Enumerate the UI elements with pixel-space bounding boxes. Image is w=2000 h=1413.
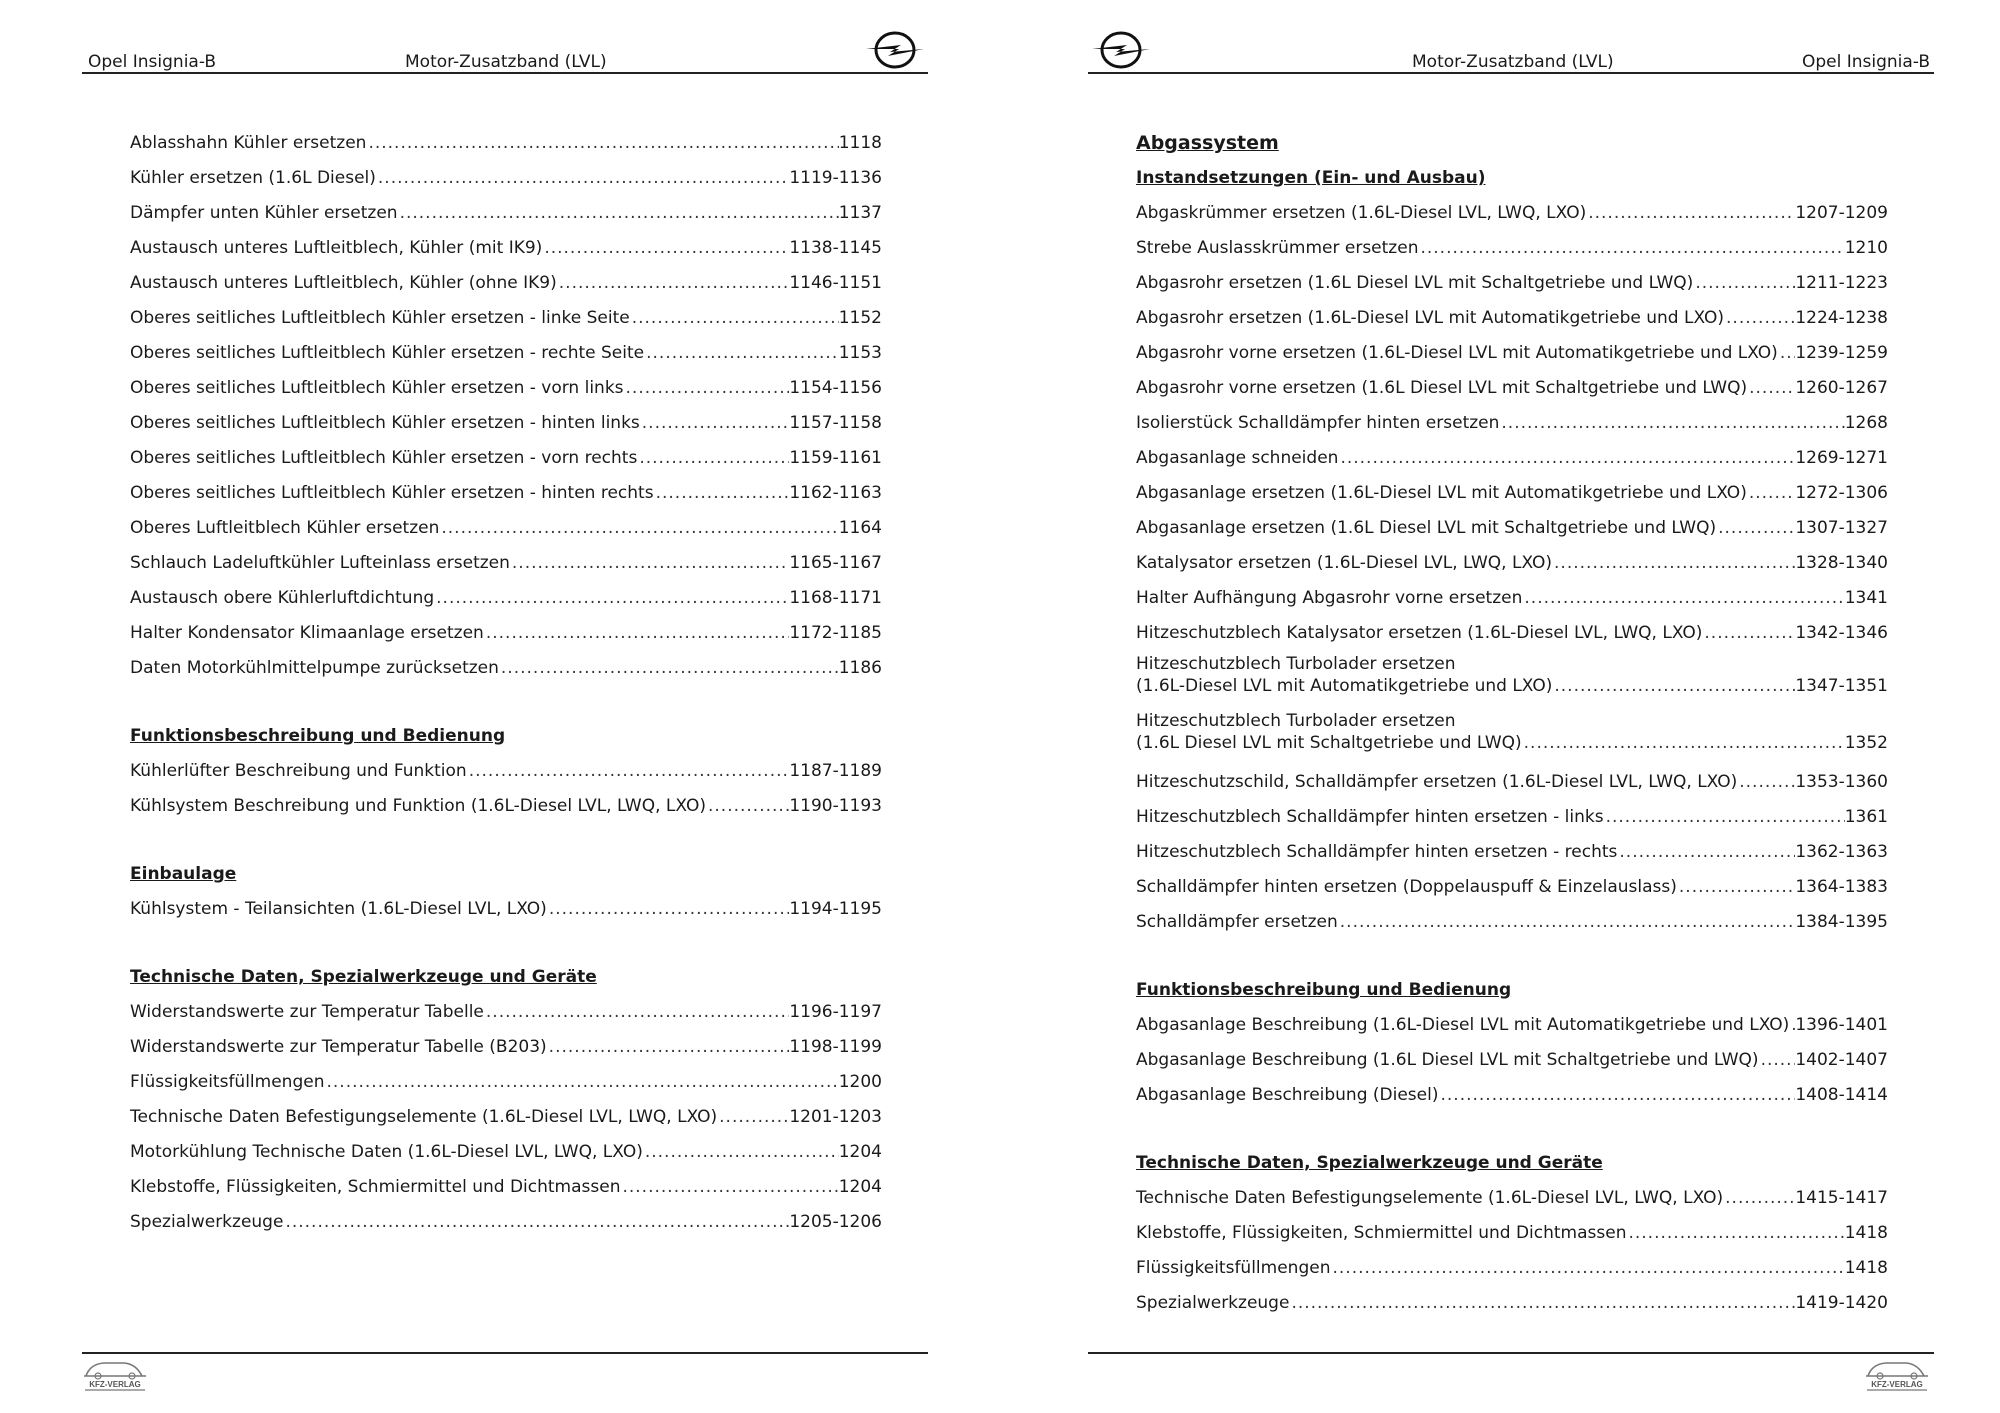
entry-title: Motorkühlung Technische Daten (1.6L-Diesel LVL, LWQ, LXO) bbox=[130, 1142, 643, 1162]
entry-page-range: 1165-1167 bbox=[789, 553, 882, 573]
dot-leader bbox=[484, 995, 789, 1030]
entry-title: Technische Daten Befestigungselemente (1.6L-Diesel LVL, LWQ, LXO) bbox=[130, 1107, 718, 1127]
dot-leader bbox=[1716, 511, 1795, 546]
entry-title: Oberes seitliches Luftleitblech Kühler ersetzen - rechte Seite bbox=[130, 343, 645, 363]
toc-entry[interactable] bbox=[130, 754, 882, 789]
entry-title: Spezialwerkzeuge bbox=[1136, 1293, 1290, 1313]
entry-title: Kühlsystem Beschreibung und Funktion (1.6L-Diesel LVL, LWQ, LXO) bbox=[130, 796, 706, 816]
car-wrench-logo bbox=[80, 1354, 150, 1394]
right-page bbox=[1000, 0, 2000, 1413]
toc-entry[interactable] bbox=[1136, 1251, 1888, 1286]
entry-title: Abgasrohr vorne ersetzen (1.6L Diesel LVL mit Schaltgetriebe und LWQ) bbox=[1136, 378, 1748, 398]
entry-page-range: 1415-1417 bbox=[1795, 1188, 1888, 1208]
footer-rule bbox=[82, 1352, 928, 1354]
entry-title: Abgasrohr ersetzen (1.6L-Diesel LVL mit Automatikgetriebe und LXO) bbox=[1136, 308, 1725, 328]
toc-entry[interactable] bbox=[1136, 336, 1888, 371]
toc-entry[interactable] bbox=[130, 616, 882, 651]
dot-leader bbox=[1737, 765, 1795, 800]
entry-page-range: 1328-1340 bbox=[1795, 553, 1888, 573]
toc-entry[interactable] bbox=[1136, 441, 1888, 476]
toc-entry[interactable] bbox=[130, 651, 882, 686]
dot-leader bbox=[434, 581, 789, 616]
header-rule bbox=[82, 72, 928, 74]
toc-entry[interactable] bbox=[1136, 476, 1888, 511]
dot-leader bbox=[467, 754, 790, 789]
toc-entry[interactable] bbox=[1136, 870, 1888, 905]
dot-leader bbox=[547, 892, 790, 927]
dot-leader bbox=[1586, 196, 1795, 231]
entry-title: Oberes Luftleitblech Kühler ersetzen bbox=[130, 518, 440, 538]
entry-page-range: 1362-1363 bbox=[1795, 842, 1888, 862]
toc-entry[interactable] bbox=[130, 581, 882, 616]
entry-title: Kühler ersetzen (1.6L Diesel) bbox=[130, 168, 376, 188]
entry-page-range: 1418 bbox=[1844, 1223, 1888, 1243]
toc-entry[interactable] bbox=[1136, 708, 1888, 765]
toc-left bbox=[130, 126, 882, 1240]
dot-leader bbox=[643, 1135, 839, 1170]
toc-entry[interactable] bbox=[1136, 581, 1888, 616]
entry-page-range: 1152 bbox=[838, 308, 882, 328]
dot-leader bbox=[624, 371, 790, 406]
toc-entry[interactable] bbox=[1136, 266, 1888, 301]
toc-entry[interactable] bbox=[130, 301, 882, 336]
dot-leader bbox=[1626, 1216, 1844, 1251]
dot-leader bbox=[1693, 266, 1795, 301]
dot-leader bbox=[1522, 732, 1845, 754]
toc-entry[interactable] bbox=[1136, 616, 1888, 651]
dot-leader bbox=[1677, 870, 1795, 905]
toc-entry[interactable] bbox=[1136, 1008, 1888, 1043]
toc-entry[interactable] bbox=[1136, 765, 1888, 800]
dot-leader bbox=[499, 651, 839, 686]
entry-title: Abgasanlage ersetzen (1.6L Diesel LVL mit Schaltgetriebe und LWQ) bbox=[1136, 518, 1717, 538]
toc-entry[interactable] bbox=[130, 406, 882, 441]
entry-title-line2: (1.6L Diesel LVL mit Schaltgetriebe und LWQ) bbox=[1136, 733, 1522, 753]
publisher-logo-text: KFZ-VERLAG bbox=[89, 1380, 141, 1389]
entry-title: Abgasanlage ersetzen (1.6L-Diesel LVL mit Automatikgetriebe und LXO) bbox=[1136, 483, 1747, 503]
header-volume-title: Motor-Zusatzband (LVL) bbox=[1412, 52, 1614, 72]
header-book-title: Opel Insignia-B bbox=[1801, 52, 1930, 72]
entry-title: Daten Motorkühlmittelpumpe zurücksetzen bbox=[130, 658, 499, 678]
toc-entry[interactable] bbox=[1136, 231, 1888, 266]
dot-leader bbox=[366, 126, 838, 161]
dot-leader bbox=[1338, 905, 1796, 940]
toc-entry[interactable] bbox=[1136, 905, 1888, 940]
entry-title: Abgasanlage Beschreibung (1.6L Diesel LVL mit Schaltgetriebe und LWQ) bbox=[1136, 1050, 1759, 1070]
dot-leader bbox=[542, 231, 789, 266]
chapter-title: Abgassystem bbox=[1136, 132, 1279, 154]
dot-leader bbox=[557, 266, 790, 301]
dot-leader bbox=[547, 1030, 790, 1065]
entry-title: Hitzeschutzschild, Schalldämpfer ersetzen (1.6L-Diesel LVL, LWQ, LXO) bbox=[1136, 772, 1738, 792]
dot-leader bbox=[1289, 1286, 1795, 1321]
section-title: Instandsetzungen (Ein- und Ausbau) bbox=[1136, 168, 1486, 188]
entry-title: Schalldämpfer hinten ersetzen (Doppelauspuff & Einzelauslass) bbox=[1136, 877, 1677, 897]
entry-title: Oberes seitliches Luftleitblech Kühler ersetzen - linke Seite bbox=[130, 308, 630, 328]
dot-leader bbox=[1418, 231, 1844, 266]
entry-page-range: 1342-1346 bbox=[1795, 623, 1888, 643]
toc-entry[interactable] bbox=[1136, 196, 1888, 231]
toc-right bbox=[1136, 126, 1888, 1321]
section-title: Einbaulage bbox=[130, 864, 237, 884]
entry-title: Abgasrohr ersetzen (1.6L Diesel LVL mit Schaltgetriebe und LWQ) bbox=[1136, 273, 1694, 293]
header-volume-title: Motor-Zusatzband (LVL) bbox=[405, 52, 607, 72]
entry-title: Oberes seitliches Luftleitblech Kühler ersetzen - hinten links bbox=[130, 413, 640, 433]
toc-entry[interactable] bbox=[130, 789, 882, 824]
dot-leader bbox=[1723, 1181, 1795, 1216]
entry-page-range: 1418 bbox=[1844, 1258, 1888, 1278]
entry-title: Schlauch Ladeluftkühler Lufteinlass ersetzen bbox=[130, 553, 510, 573]
dot-leader bbox=[640, 406, 790, 441]
entry-page-range: 1353-1360 bbox=[1795, 772, 1888, 792]
toc-entry[interactable] bbox=[1136, 1216, 1888, 1251]
dot-leader bbox=[717, 1100, 789, 1135]
entry-title: Austausch unteres Luftleitblech, Kühler (ohne IK9) bbox=[130, 273, 557, 293]
entry-title: Schalldämpfer ersetzen bbox=[1136, 912, 1338, 932]
dot-leader bbox=[1604, 800, 1845, 835]
entry-page-range: 1364-1383 bbox=[1795, 877, 1888, 897]
toc-entry[interactable] bbox=[1136, 511, 1888, 546]
toc-entry[interactable] bbox=[1136, 546, 1888, 581]
entry-page-range: 1201-1203 bbox=[789, 1107, 882, 1127]
entry-title: Widerstandswerte zur Temperatur Tabelle (B203) bbox=[130, 1037, 547, 1057]
dot-leader bbox=[1759, 1043, 1796, 1078]
entry-page-range: 1146-1151 bbox=[789, 273, 882, 293]
toc-entry[interactable] bbox=[1136, 651, 1888, 708]
entry-title-line2: (1.6L-Diesel LVL mit Automatikgetriebe und LXO) bbox=[1136, 676, 1553, 696]
dot-leader bbox=[1747, 476, 1796, 511]
entry-page-range: 1162-1163 bbox=[789, 483, 882, 503]
car-wrench-logo bbox=[1862, 1354, 1932, 1394]
entry-page-range: 1408-1414 bbox=[1795, 1085, 1888, 1105]
entry-page-range: 1419-1420 bbox=[1795, 1293, 1888, 1313]
entry-title: Dämpfer unten Kühler ersetzen bbox=[130, 203, 398, 223]
entry-page-range: 1307-1327 bbox=[1795, 518, 1888, 538]
entry-title-line2-row bbox=[1136, 732, 1888, 754]
entry-page-range: 1361 bbox=[1844, 807, 1888, 827]
toc-entry[interactable] bbox=[130, 266, 882, 301]
entry-page-range: 1205-1206 bbox=[789, 1212, 882, 1232]
entry-page-range: 1269-1271 bbox=[1795, 448, 1888, 468]
toc-entry[interactable] bbox=[130, 161, 882, 196]
entry-page-range: 1119-1136 bbox=[789, 168, 882, 188]
toc-entry[interactable] bbox=[130, 1170, 882, 1205]
dot-leader bbox=[644, 336, 839, 371]
toc-entry[interactable] bbox=[130, 231, 882, 266]
toc-entry[interactable] bbox=[130, 1100, 882, 1135]
entry-page-range: 1186 bbox=[838, 658, 882, 678]
entry-title: Hitzeschutzblech Katalysator ersetzen (1.6L-Diesel LVL, LWQ, LXO) bbox=[1136, 623, 1703, 643]
dot-leader bbox=[1499, 406, 1844, 441]
dot-leader bbox=[1724, 301, 1795, 336]
entry-page-range: 1187-1189 bbox=[789, 761, 882, 781]
entry-page-range: 1396-1401 bbox=[1795, 1015, 1888, 1035]
entry-title: Abgaskrümmer ersetzen (1.6L-Diesel LVL, LWQ, LXO) bbox=[1136, 203, 1587, 223]
entry-title: Flüssigkeitsfüllmengen bbox=[1136, 1258, 1331, 1278]
toc-entry[interactable] bbox=[130, 196, 882, 231]
entry-title: Abgasanlage Beschreibung (Diesel) bbox=[1136, 1085, 1439, 1105]
dot-leader bbox=[1552, 675, 1795, 697]
toc-entry[interactable] bbox=[1136, 800, 1888, 835]
toc-entry[interactable] bbox=[1136, 301, 1888, 336]
toc-entry[interactable] bbox=[1136, 1043, 1888, 1078]
toc-entry[interactable] bbox=[130, 441, 882, 476]
entry-title: Kühlsystem - Teilansichten (1.6L-Diesel LVL, LXO) bbox=[130, 899, 547, 919]
toc-entry[interactable] bbox=[130, 1030, 882, 1065]
entry-page-range: 1200 bbox=[838, 1072, 882, 1092]
entry-page-range: 1154-1156 bbox=[789, 378, 882, 398]
entry-title: Spezialwerkzeuge bbox=[130, 1212, 284, 1232]
entry-title: Halter Kondensator Klimaanlage ersetzen bbox=[130, 623, 484, 643]
toc-entry[interactable] bbox=[1136, 1286, 1888, 1321]
dot-leader bbox=[510, 546, 789, 581]
entry-title: Klebstoffe, Flüssigkeiten, Schmiermittel und Dichtmassen bbox=[1136, 1223, 1627, 1243]
entry-page-range: 1137 bbox=[838, 203, 882, 223]
entry-page-range: 1168-1171 bbox=[789, 588, 882, 608]
section-title: Technische Daten, Spezialwerkzeuge und Geräte bbox=[130, 967, 597, 987]
dot-leader bbox=[283, 1205, 789, 1240]
entry-page-range: 1402-1407 bbox=[1795, 1050, 1888, 1070]
dot-leader bbox=[324, 1065, 838, 1100]
entry-page-range: 1153 bbox=[838, 343, 882, 363]
entry-page-range: 1210 bbox=[1844, 238, 1888, 258]
entry-title: Austausch obere Kühlerluftdichtung bbox=[130, 588, 435, 608]
dot-leader bbox=[439, 511, 838, 546]
dot-leader bbox=[1330, 1251, 1844, 1286]
entry-title: Hitzeschutzblech Schalldämpfer hinten ersetzen - rechts bbox=[1136, 842, 1618, 862]
entry-page-range: 1196-1197 bbox=[789, 1002, 882, 1022]
section-title: Funktionsbeschreibung und Bedienung bbox=[1136, 980, 1512, 1000]
entry-page-range: 1204 bbox=[838, 1142, 882, 1162]
dot-leader bbox=[1438, 1078, 1795, 1113]
dot-leader bbox=[398, 196, 839, 231]
dot-leader bbox=[1552, 546, 1795, 581]
toc-entry[interactable] bbox=[1136, 406, 1888, 441]
entry-page-range: 1194-1195 bbox=[789, 899, 882, 919]
section-title: Technische Daten, Spezialwerkzeuge und Geräte bbox=[1136, 1153, 1603, 1173]
dot-leader bbox=[1702, 616, 1795, 651]
entry-title: Abgasanlage schneiden bbox=[1136, 448, 1339, 468]
toc-entry[interactable] bbox=[130, 546, 882, 581]
dot-leader bbox=[1778, 336, 1796, 371]
section-title: Funktionsbeschreibung und Bedienung bbox=[130, 726, 506, 746]
entry-title: Oberes seitliches Luftleitblech Kühler ersetzen - vorn links bbox=[130, 378, 624, 398]
toc-entry[interactable] bbox=[130, 1135, 882, 1170]
entry-page-range: 1341 bbox=[1844, 588, 1888, 608]
toc-entry[interactable] bbox=[130, 511, 882, 546]
dot-leader bbox=[1617, 835, 1795, 870]
dot-leader bbox=[630, 301, 839, 336]
header-rule bbox=[1088, 72, 1934, 74]
toc-entry[interactable] bbox=[130, 892, 882, 927]
entry-page-range: 1157-1158 bbox=[789, 413, 882, 433]
entry-title: Oberes seitliches Luftleitblech Kühler ersetzen - vorn rechts bbox=[130, 448, 638, 468]
entry-title-line2-row bbox=[1136, 675, 1888, 697]
entry-title: Katalysator ersetzen (1.6L-Diesel LVL, LWQ, LXO) bbox=[1136, 553, 1553, 573]
entry-title: Isolierstück Schalldämpfer hinten ersetzen bbox=[1136, 413, 1500, 433]
toc-entry[interactable] bbox=[1136, 835, 1888, 870]
entry-title: Hitzeschutzblech Turbolader ersetzen bbox=[1136, 654, 1456, 674]
header-book-title: Opel Insignia-B bbox=[88, 52, 217, 72]
entry-page-range: 1224-1238 bbox=[1795, 308, 1888, 328]
toc-entry[interactable] bbox=[130, 371, 882, 406]
entry-title: Oberes seitliches Luftleitblech Kühler ersetzen - hinten rechts bbox=[130, 483, 654, 503]
opel-lightning-logo bbox=[1090, 30, 1152, 70]
entry-page-range: 1239-1259 bbox=[1795, 343, 1888, 363]
publisher-logo-text: KFZ-VERLAG bbox=[1871, 1380, 1923, 1389]
toc-entry[interactable] bbox=[1136, 371, 1888, 406]
entry-title: Hitzeschutzblech Schalldämpfer hinten ersetzen - links bbox=[1136, 807, 1604, 827]
dot-leader bbox=[376, 161, 789, 196]
entry-page-range: 1211-1223 bbox=[1795, 273, 1888, 293]
entry-title: Ablasshahn Kühler ersetzen bbox=[130, 133, 367, 153]
entry-page-range: 1204 bbox=[838, 1177, 882, 1197]
entry-title: Klebstoffe, Flüssigkeiten, Schmiermittel und Dichtmassen bbox=[130, 1177, 621, 1197]
entry-title: Hitzeschutzblech Turbolader ersetzen bbox=[1136, 711, 1456, 731]
dot-leader bbox=[706, 789, 789, 824]
entry-page-range: 1207-1209 bbox=[1795, 203, 1888, 223]
entry-page-range: 1347-1351 bbox=[1795, 676, 1888, 696]
entry-page-range: 1272-1306 bbox=[1795, 483, 1888, 503]
toc-entry[interactable] bbox=[130, 1205, 882, 1240]
entry-title: Widerstandswerte zur Temperatur Tabelle bbox=[130, 1002, 484, 1022]
opel-lightning-logo bbox=[864, 30, 926, 70]
entry-title: Strebe Auslasskrümmer ersetzen bbox=[1136, 238, 1419, 258]
entry-title: Abgasrohr vorne ersetzen (1.6L-Diesel LVL mit Automatikgetriebe und LXO) bbox=[1136, 343, 1778, 363]
entry-page-range: 1138-1145 bbox=[789, 238, 882, 258]
toc-entry[interactable] bbox=[1136, 1078, 1888, 1113]
toc-entry[interactable] bbox=[130, 1065, 882, 1100]
dot-leader bbox=[484, 616, 790, 651]
footer-rule bbox=[1088, 1352, 1934, 1354]
entry-title: Abgasanlage Beschreibung (1.6L-Diesel LVL mit Automatikgetriebe und LXO) bbox=[1136, 1015, 1790, 1035]
entry-page-range: 1190-1193 bbox=[789, 796, 882, 816]
toc-entry[interactable] bbox=[130, 126, 882, 161]
entry-page-range: 1118 bbox=[838, 133, 882, 153]
entry-page-range: 1198-1199 bbox=[789, 1037, 882, 1057]
entry-page-range: 1268 bbox=[1844, 413, 1888, 433]
entry-title: Halter Aufhängung Abgasrohr vorne ersetzen bbox=[1136, 588, 1523, 608]
entry-page-range: 1384-1395 bbox=[1795, 912, 1888, 932]
dot-leader bbox=[654, 476, 790, 511]
entry-page-range: 1352 bbox=[1844, 733, 1888, 753]
entry-title: Flüssigkeitsfüllmengen bbox=[130, 1072, 325, 1092]
toc-entry[interactable] bbox=[130, 995, 882, 1030]
dot-leader bbox=[1338, 441, 1795, 476]
toc-entry[interactable] bbox=[130, 476, 882, 511]
entry-page-range: 1172-1185 bbox=[789, 623, 882, 643]
toc-entry[interactable] bbox=[130, 336, 882, 371]
entry-page-range: 1260-1267 bbox=[1795, 378, 1888, 398]
dot-leader bbox=[637, 441, 789, 476]
entry-page-range: 1159-1161 bbox=[789, 448, 882, 468]
entry-title: Technische Daten Befestigungselemente (1.6L-Diesel LVL, LWQ, LXO) bbox=[1136, 1188, 1724, 1208]
dot-leader bbox=[1522, 581, 1844, 616]
entry-page-range: 1164 bbox=[838, 518, 882, 538]
dot-leader bbox=[620, 1170, 838, 1205]
entry-title: Kühlerlüfter Beschreibung und Funktion bbox=[130, 761, 467, 781]
dot-leader bbox=[1747, 371, 1795, 406]
entry-title: Austausch unteres Luftleitblech, Kühler (mit IK9) bbox=[130, 238, 543, 258]
toc-entry[interactable] bbox=[1136, 1181, 1888, 1216]
